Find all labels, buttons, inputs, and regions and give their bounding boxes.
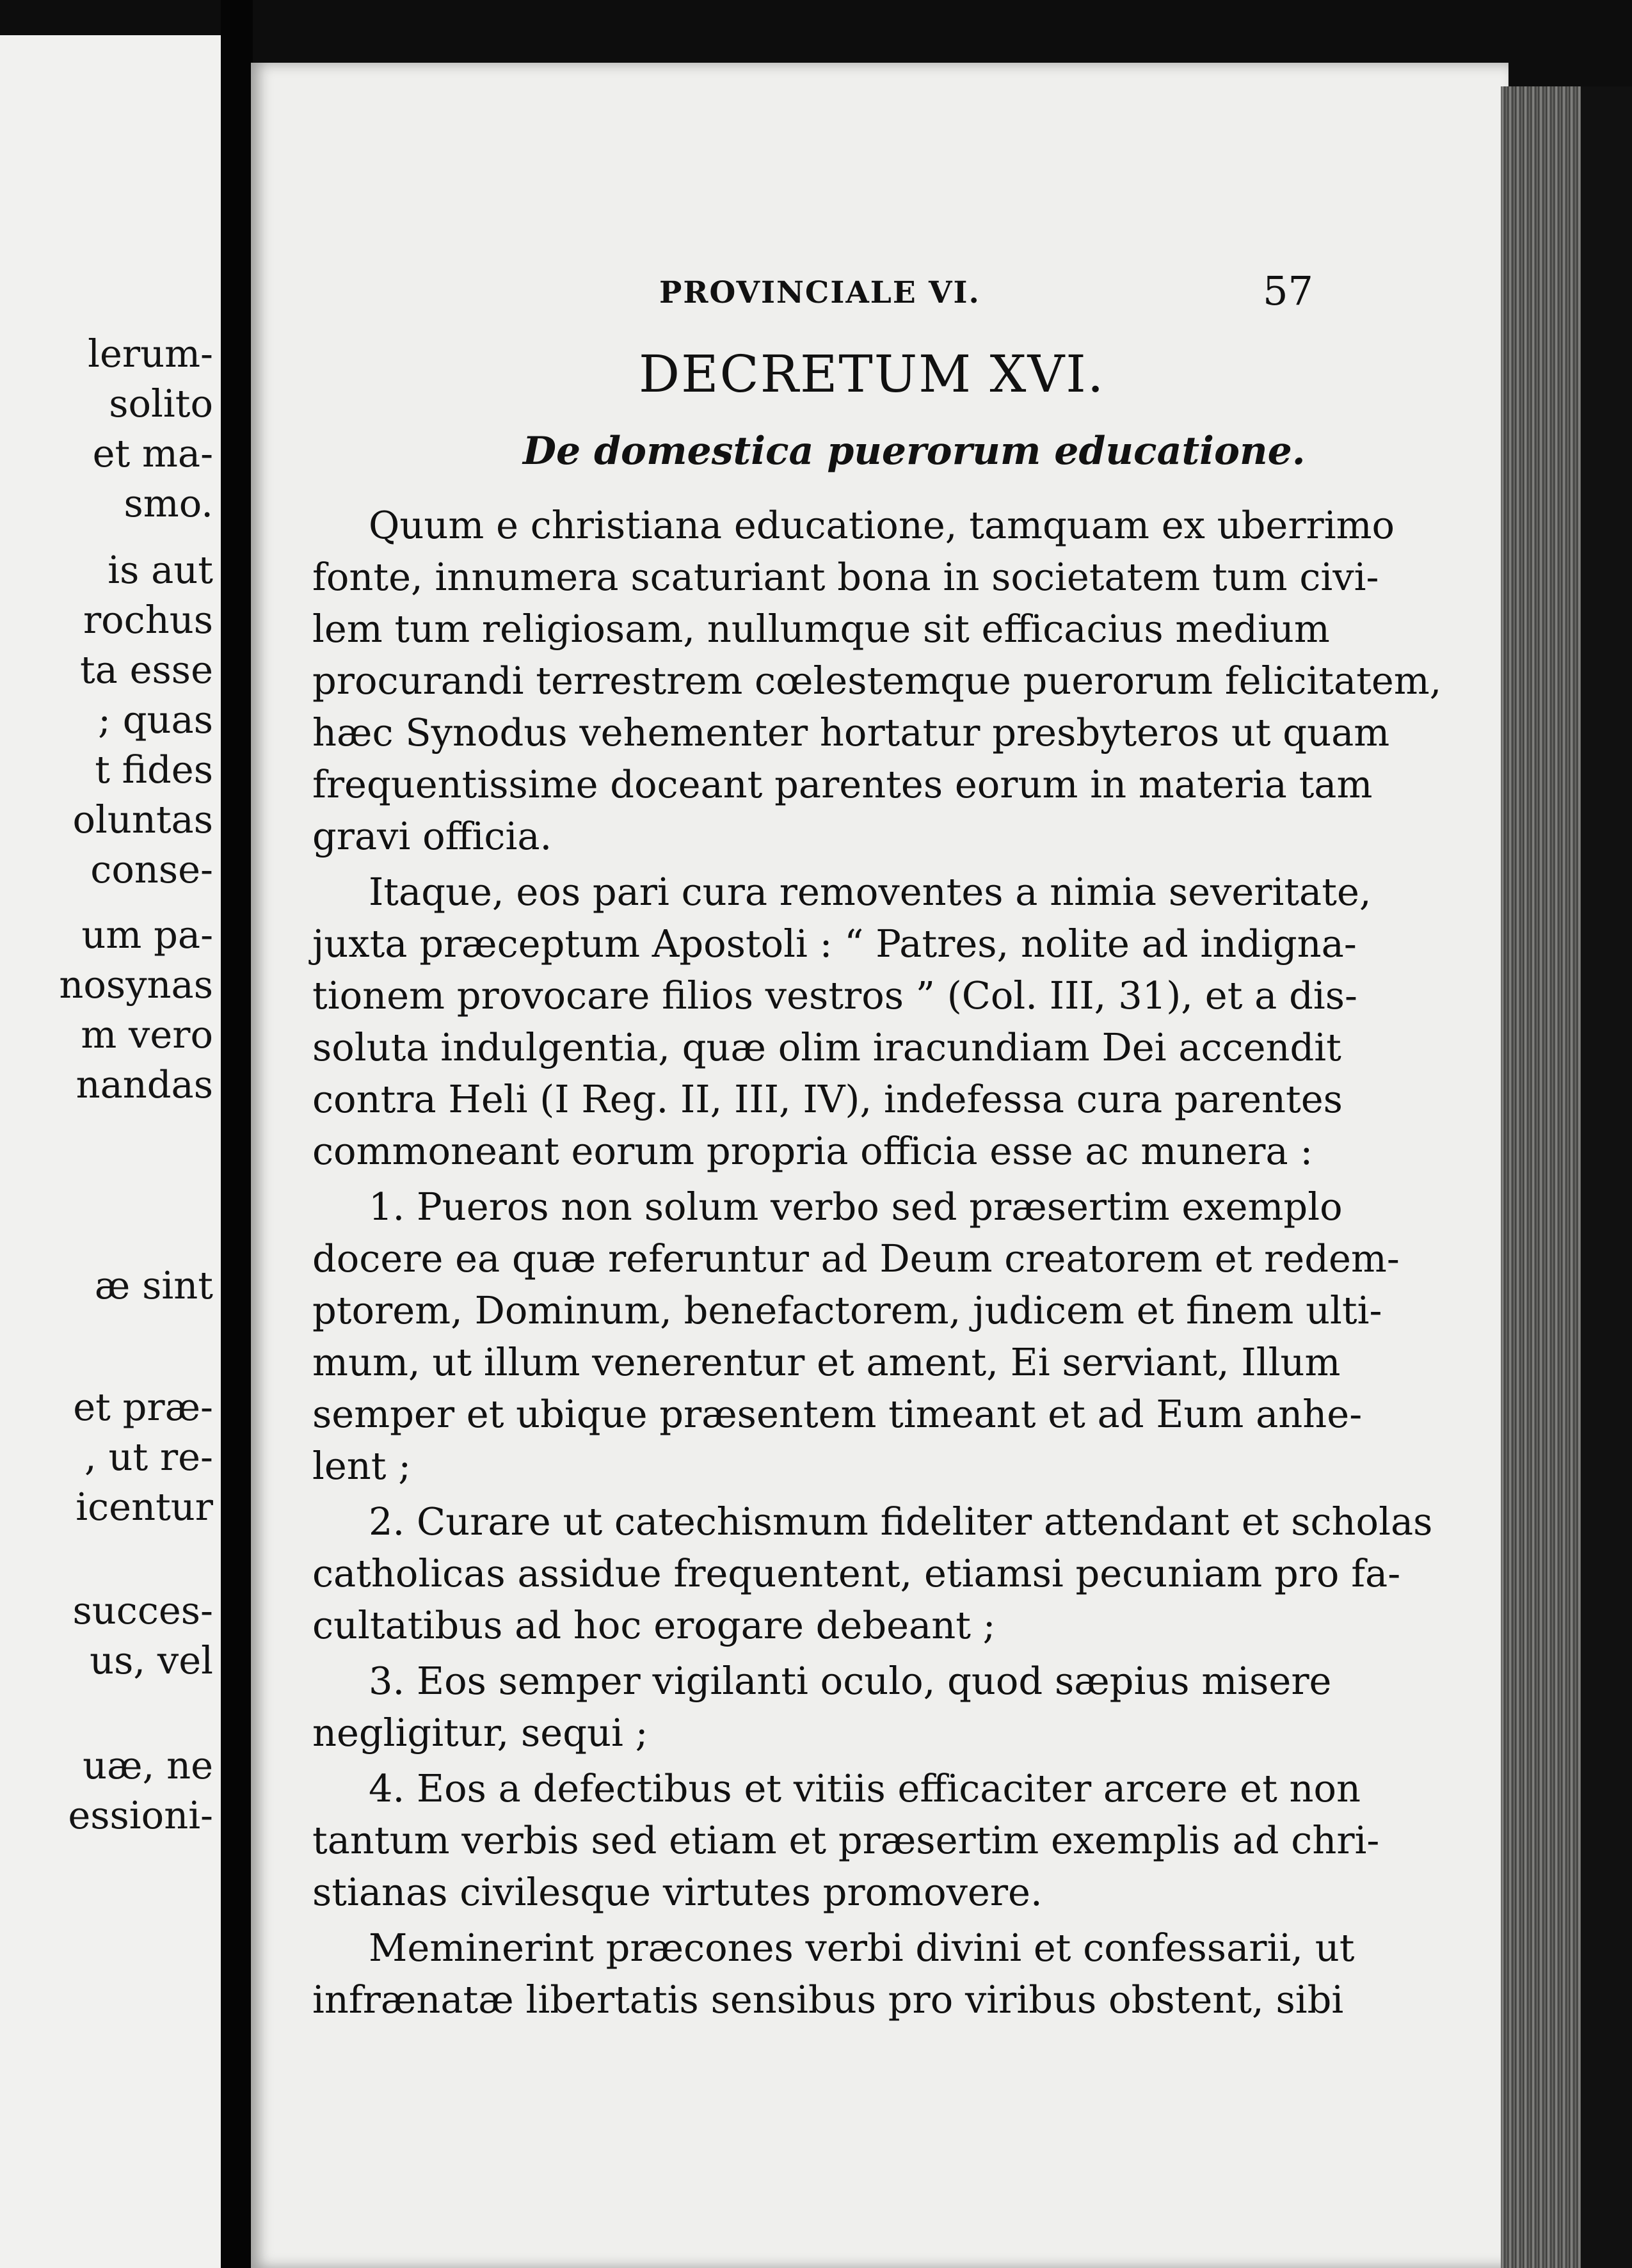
body-line: negligitur, sequi ; <box>312 1711 648 1755</box>
body-line: catholicas assidue frequentent, etiamsi pecuniam pro fa- <box>312 1551 1401 1595</box>
body-line: 4. Eos a defectibus et vitiis efficaciter arcere et non <box>369 1766 1361 1810</box>
body-line: fonte, innumera scaturiant bona in societatem tum civi- <box>312 555 1379 599</box>
left-facing-page <box>0 35 221 2268</box>
body-line: procurandi terrestrem cœlestemque puerorum felicitatem, <box>312 659 1442 703</box>
running-head: PROVINCIALE VI. <box>659 275 980 310</box>
book-gutter <box>221 0 253 2268</box>
left-page-line: is aut <box>108 548 213 592</box>
body-line: contra Heli (I Reg. II, III, IV), indefessa cura parentes <box>312 1077 1343 1121</box>
left-page-line: uæ, ne <box>83 1743 213 1787</box>
body-line: ptorem, Dominum, benefactorem, judicem et finem ulti- <box>312 1288 1382 1332</box>
left-page-line: lerum- <box>88 331 213 376</box>
decree-subtitle: De domestica puerorum educatione. <box>523 429 1306 474</box>
body-line: 2. Curare ut catechismum fideliter attendant et scholas <box>369 1499 1433 1544</box>
body-line: lem tum religiosam, nullumque sit efficacius medium <box>312 607 1330 651</box>
left-page-line: succes- <box>72 1588 213 1633</box>
left-page-line: et præ- <box>73 1385 213 1429</box>
left-page-line: æ sint <box>94 1263 213 1307</box>
left-page-line: m vero <box>81 1012 213 1057</box>
left-page-line: um pa- <box>81 913 213 957</box>
body-line: Meminerint præcones verbi divini et confessarii, ut <box>369 1926 1355 1970</box>
body-line: lent ; <box>312 1444 412 1488</box>
left-page-line: ; quas <box>98 698 213 742</box>
left-page-line: oluntas <box>72 797 213 842</box>
left-page-line: t fides <box>95 747 213 792</box>
left-page-line: rochus <box>83 598 213 642</box>
body-line: Itaque, eos pari cura removentes a nimia severitate, <box>369 870 1372 914</box>
body-line: juxta præceptum Apostoli : “ Patres, nolite ad indigna- <box>312 922 1357 966</box>
page-edge-shadow <box>1581 86 1632 2268</box>
left-page-line: essioni- <box>68 1793 213 1837</box>
body-line: frequentissime doceant parentes eorum in materia tam <box>312 762 1373 806</box>
body-line: docere ea quæ referuntur ad Deum creatorem et redem- <box>312 1236 1400 1281</box>
body-line: tantum verbis sed etiam et præsertim exemplis ad chri- <box>312 1818 1380 1862</box>
body-line: soluta indulgentia, quæ olim iracundiam Dei accendit <box>312 1025 1341 1069</box>
body-line: semper et ubique præsentem timeant et ad Eum anhe- <box>312 1392 1363 1436</box>
left-page-line: conse- <box>90 847 213 891</box>
body-line: stianas civilesque virtutes promovere. <box>312 1870 1043 1914</box>
body-line: mum, ut illum venerentur et ament, Ei serviant, Illum <box>312 1340 1341 1384</box>
left-page-line: et ma- <box>92 431 213 475</box>
body-line: infrænatæ libertatis sensibus pro viribus obstent, sibi <box>312 1977 1344 2022</box>
body-line: tionem provocare filios vestros ” (Col. III, 31), et a dis- <box>312 973 1357 1018</box>
body-line: 1. Pueros non solum verbo sed præsertim exemplo <box>369 1185 1343 1229</box>
decree-title: DECRETUM XVI. <box>639 344 1105 404</box>
page-number: 57 <box>1263 268 1313 314</box>
body-line: commoneant eorum propria officia esse ac munera : <box>312 1129 1313 1173</box>
left-page-line: icentur <box>76 1485 213 1529</box>
left-page-line: us, vel <box>90 1638 213 1682</box>
left-page-line: solito <box>109 381 213 426</box>
left-page-line: , ut re- <box>84 1435 213 1479</box>
body-line: 3. Eos semper vigilanti oculo, quod sæpius misere <box>369 1659 1332 1703</box>
left-page-line: ta esse <box>79 648 213 692</box>
body-line: Quum e christiana educatione, tamquam ex uberrimo <box>369 503 1395 547</box>
body-line: hæc Synodus vehementer hortatur presbyteros ut quam <box>312 710 1390 755</box>
left-page-line: nosynas <box>59 962 213 1007</box>
body-text <box>312 499 1442 2025</box>
body-line: gravi officia. <box>312 814 552 858</box>
body-line: cultatibus ad hoc erogare debeant ; <box>312 1603 996 1647</box>
left-page-line: nandas <box>76 1062 213 1106</box>
left-page-line: smo. <box>124 481 213 525</box>
